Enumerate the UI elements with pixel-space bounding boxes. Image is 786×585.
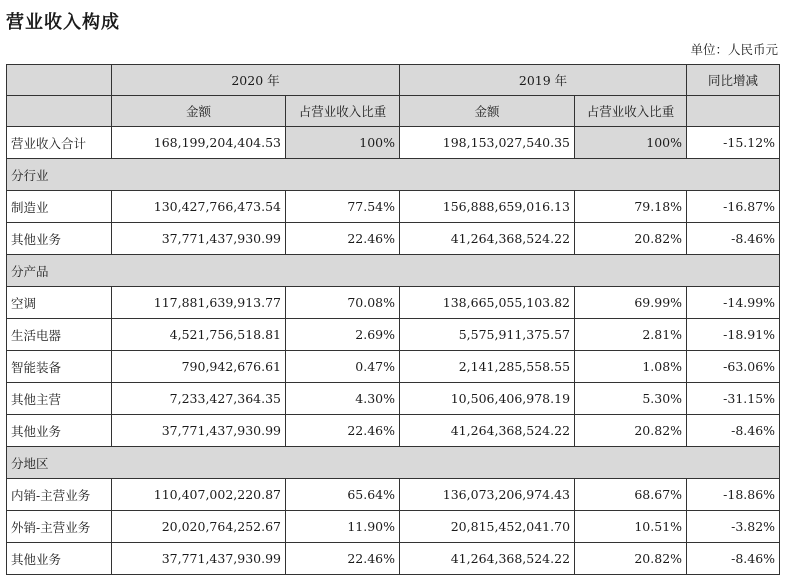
yoy-change: -16.87% [687,191,780,223]
section-label: 分地区 [7,447,780,479]
row-name: 营业收入合计 [7,127,112,159]
row-name: 其他业务 [7,543,112,575]
amount-2020: 20,020,764,252.67 [112,511,286,543]
ratio-2020: 11.90% [286,511,400,543]
header-ratio-2020: 占营业收入比重 [286,96,400,127]
yoy-change: -18.86% [687,479,780,511]
header-corner [7,65,112,96]
amount-2019: 20,815,452,041.70 [400,511,575,543]
yoy-change: -8.46% [687,543,780,575]
amount-2020: 4,521,756,518.81 [112,319,286,351]
ratio-2019: 20.82% [575,415,687,447]
table-row [7,223,780,255]
amount-2020: 117,881,639,913.77 [112,287,286,319]
header-2020: 2020 年 [112,65,400,96]
ratio-2019: 100% [575,127,687,159]
ratio-2020: 70.08% [286,287,400,319]
amount-2019: 2,141,285,558.55 [400,351,575,383]
ratio-2019: 68.67% [575,479,687,511]
yoy-change: -63.06% [687,351,780,383]
ratio-2020: 0.47% [286,351,400,383]
ratio-2019: 20.82% [575,223,687,255]
row-name: 空调 [7,287,112,319]
amount-2019: 5,575,911,375.57 [400,319,575,351]
ratio-2019: 10.51% [575,511,687,543]
yoy-change: -14.99% [687,287,780,319]
amount-2019: 41,264,368,524.22 [400,415,575,447]
amount-2019: 41,264,368,524.22 [400,223,575,255]
ratio-2020: 4.30% [286,383,400,415]
header-2019: 2019 年 [400,65,687,96]
row-name: 制造业 [7,191,112,223]
ratio-2019: 69.99% [575,287,687,319]
ratio-2020: 100% [286,127,400,159]
row-name: 其他业务 [7,223,112,255]
section-row [7,159,780,191]
header-yoy: 同比增减 [687,65,780,96]
amount-2019: 136,073,206,974.43 [400,479,575,511]
table-row [7,479,780,511]
table-row [7,287,780,319]
header-row-columns [7,96,780,127]
header-row-years [7,65,780,96]
amount-2020: 37,771,437,930.99 [112,223,286,255]
ratio-2019: 1.08% [575,351,687,383]
amount-2020: 37,771,437,930.99 [112,543,286,575]
ratio-2020: 22.46% [286,223,400,255]
header-corner-2 [7,96,112,127]
yoy-change: -3.82% [687,511,780,543]
row-name: 智能装备 [7,351,112,383]
ratio-2020: 65.64% [286,479,400,511]
table-row [7,319,780,351]
amount-2020: 168,199,204,404.53 [112,127,286,159]
table-row [7,351,780,383]
yoy-change: -8.46% [687,223,780,255]
section-label: 分行业 [7,159,780,191]
amount-2020: 130,427,766,473.54 [112,191,286,223]
section-row [7,255,780,287]
amount-2020: 790,942,676.61 [112,351,286,383]
total-row [7,127,780,159]
table-row [7,415,780,447]
header-amount-2019: 金额 [400,96,575,127]
ratio-2020: 22.46% [286,543,400,575]
header-yoy-blank [687,96,780,127]
ratio-2019: 79.18% [575,191,687,223]
ratio-2020: 77.54% [286,191,400,223]
page-title: 营业收入构成 [6,12,120,33]
yoy-change: -15.12% [687,127,780,159]
amount-2019: 156,888,659,016.13 [400,191,575,223]
table-row [7,543,780,575]
unit-label: 单位：人民币元 [690,42,778,57]
ratio-2019: 2.81% [575,319,687,351]
yoy-change: -31.15% [687,383,780,415]
ratio-2020: 2.69% [286,319,400,351]
row-name: 外销-主营业务 [7,511,112,543]
table-row [7,383,780,415]
row-name: 其他主营 [7,383,112,415]
ratio-2020: 22.46% [286,415,400,447]
amount-2019: 138,665,055,103.82 [400,287,575,319]
yoy-change: -8.46% [687,415,780,447]
row-name: 内销-主营业务 [7,479,112,511]
amount-2020: 7,233,427,364.35 [112,383,286,415]
amount-2019: 10,506,406,978.19 [400,383,575,415]
row-name: 其他业务 [7,415,112,447]
amount-2019: 41,264,368,524.22 [400,543,575,575]
amount-2020: 37,771,437,930.99 [112,415,286,447]
row-name: 生活电器 [7,319,112,351]
table-row [7,511,780,543]
amount-2020: 110,407,002,220.87 [112,479,286,511]
header-amount-2020: 金额 [112,96,286,127]
table-row [7,191,780,223]
ratio-2019: 5.30% [575,383,687,415]
section-row [7,447,780,479]
header-ratio-2019: 占营业收入比重 [575,96,687,127]
ratio-2019: 20.82% [575,543,687,575]
section-label: 分产品 [7,255,780,287]
yoy-change: -18.91% [687,319,780,351]
amount-2019: 198,153,027,540.35 [400,127,575,159]
revenue-table [6,64,780,575]
